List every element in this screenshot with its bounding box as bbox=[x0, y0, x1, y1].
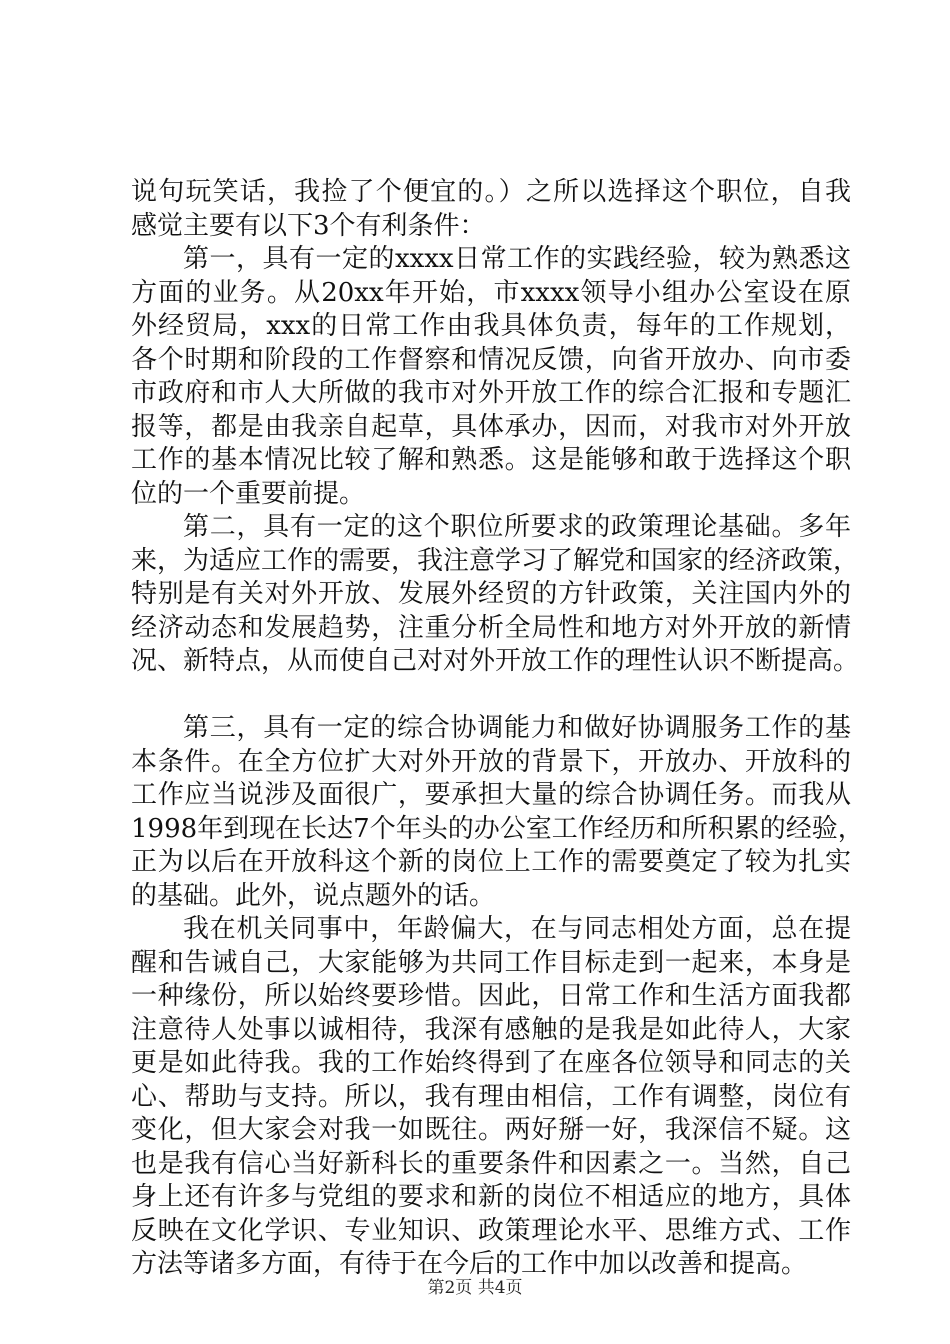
text-line: 特别是有关对外开放、发展外经贸的方针政策，关注国内外的 bbox=[131, 579, 851, 609]
text-line: 1998年到现在长达7个年头的办公室工作经历和所积累的经验， bbox=[131, 813, 864, 844]
paragraph-gap bbox=[131, 679, 851, 713]
text-line: 各个时期和阶段的工作督察和情况反馈，向省开放办、向市委 bbox=[131, 344, 851, 375]
text-line: 方面的业务。从20xx年开始，市xxxx领导小组办公室设在原 bbox=[131, 277, 851, 308]
text-line: 经济动态和发展趋势，注重分析全局性和地方对外开放的新情 bbox=[131, 612, 851, 643]
document-body bbox=[131, 176, 864, 1282]
page-footer: 第2页 共4页 bbox=[427, 1278, 523, 1298]
text-line: 正为以后在开放科这个新的岗位上工作的需要奠定了较为扎实 bbox=[131, 847, 851, 877]
text-line: 本条件。在全方位扩大对外开放的背景下，开放办、开放科的 bbox=[131, 746, 851, 777]
text-line: 报等，都是由我亲自起草，具体承办，因而，对我市对外开放 bbox=[131, 411, 851, 442]
text-line: 注意待人处事以诚相待，我深有感触的是我是如此待人，大家 bbox=[131, 1014, 851, 1045]
text-line: 醒和告诫自己，大家能够为共同工作目标走到一起来，本身是 bbox=[131, 947, 851, 978]
text-line: 一种缘份，所以始终要珍惜。因此，日常工作和生活方面我都 bbox=[131, 981, 851, 1011]
text-line: 我在机关同事中，年龄偏大，在与同志相处方面，总在提 bbox=[183, 914, 851, 944]
text-line: 感觉主要有以下3个有利条件： bbox=[131, 210, 486, 241]
text-line: 也是我有信心当好新科长的重要条件和因素之一。当然，自己 bbox=[131, 1148, 851, 1179]
text-line: 市政府和市人大所做的我市对外开放工作的综合汇报和专题汇 bbox=[131, 378, 851, 408]
text-line: 外经贸局，xxx的日常工作由我具体负责，每年的工作规划， bbox=[131, 311, 851, 341]
text-line: 第二，具有一定的这个职位所要求的政策理论基础。多年 bbox=[183, 512, 851, 542]
text-line: 方法等诸多方面，有待于在今后的工作中加以改善和提高。 bbox=[131, 1249, 808, 1279]
text-line: 变化，但大家会对我一如既往。两好掰一好，我深信不疑。这 bbox=[131, 1115, 851, 1145]
text-line: 况、新特点，从而使自己对对外开放工作的理性认识不断提高。 bbox=[131, 646, 860, 676]
text-line: 更是如此待我。我的工作始终得到了在座各位领导和同志的关 bbox=[131, 1048, 851, 1078]
text-line: 工作应当说涉及面很广，要承担大量的综合协调任务。而我从 bbox=[131, 780, 851, 810]
text-line: 第一，具有一定的xxxx日常工作的实践经验，较为熟悉这 bbox=[183, 244, 851, 274]
text-line: 来，为适应工作的需要，我注意学习了解党和国家的经济政策， bbox=[131, 545, 860, 576]
text-line: 反映在文化学识、专业知识、政策理论水平、思维方式、工作 bbox=[131, 1215, 851, 1246]
text-line: 说句玩笑话，我捡了个便宜的。）之所以选择这个职位，自我 bbox=[131, 177, 851, 207]
text-line: 工作的基本情况比较了解和熟悉。这是能够和敢于选择这个职 bbox=[131, 445, 851, 475]
text-line: 位的一个重要前提。 bbox=[131, 478, 366, 509]
text-line: 心、帮助与支持。所以，我有理由相信，工作有调整，岗位有 bbox=[131, 1081, 851, 1112]
text-line: 第三，具有一定的综合协调能力和做好协调服务工作的基 bbox=[183, 713, 851, 743]
text-line: 的基础。此外，说点题外的话。 bbox=[131, 880, 496, 911]
text-line: 身上还有许多与党组的要求和新的岗位不相适应的地方，具体 bbox=[131, 1182, 851, 1212]
